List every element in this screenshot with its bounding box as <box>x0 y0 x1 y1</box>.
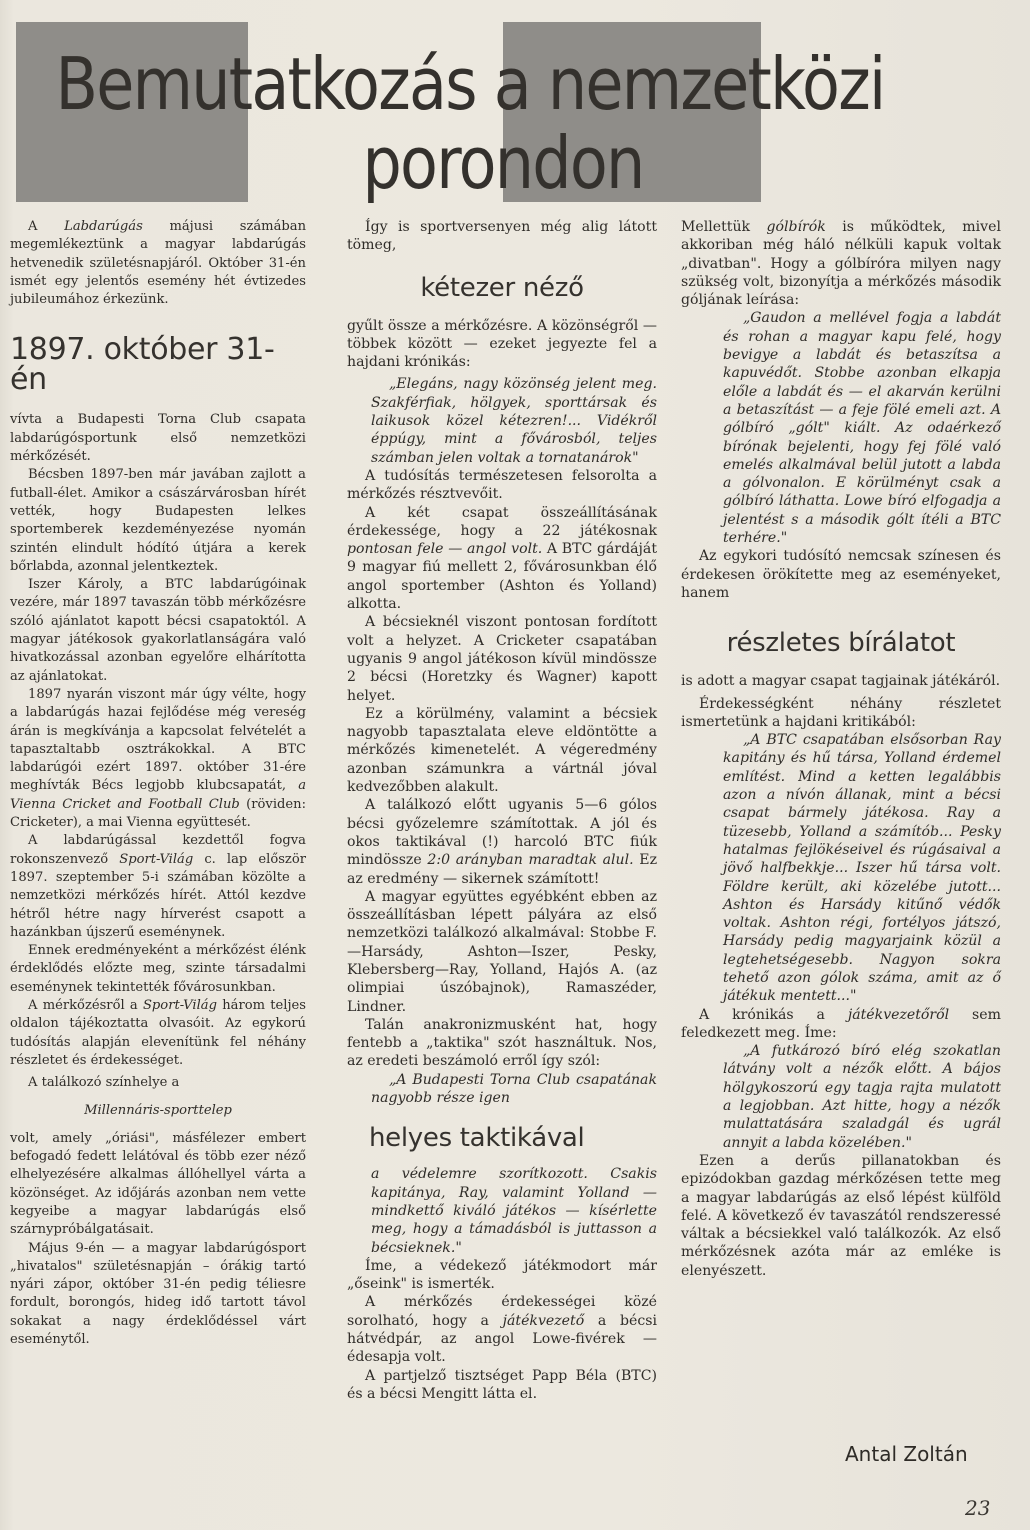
paragraph: A találkozó előtt ugyanis 5—6 gólos bécsi győzelemre számítottak. A jól és okos taktikával (!) harcoló BTC fiúk mindössze 2:0 arányban maradtak alul. Ez az eredmény — sikernek számított! <box>347 797 657 887</box>
paragraph: A mérkőzés érdekességei közé sorolható, hogy a játékvezető a bécsi hátvédpár, az angol Lowe-fivérek — édesapja volt. <box>347 1294 658 1366</box>
paragraph: Ezen a derűs pillanatokban és epizódokban gazdag mérkőzésen tette meg a magyar labdarúgás az első lépést külföld felé. A következő év tavaszától rendszeressé váltak a bécsiekkel való találkozók. Az első mérkőzésnek azóta már az emléke is elenyészett. <box>681 1152 1001 1279</box>
paragraph: A magyar együttes egyébként ebben az összeállításban lépett pályára az első nemzetközi találkozó alkalmával: Stobbe F.—Harsády, Ashton—Iszer, Pesky, Klebersberg—Ray, Yolland, Hajós A. (az olimpiai úszóbajnok), Ramaszéder, Lindner. <box>347 888 657 1015</box>
quote: „A Budapesti Torna Club csapatának nagyobb része igen <box>371 1071 657 1107</box>
paragraph: gyűlt össze a mérkőzésre. A közönségről — többek között — ezeket jegyezte fel a hajdani krónikás: <box>347 317 657 371</box>
paragraph: 1897 nyarán viszont már úgy vélte, hogy a labdarúgás hazai fejlődése még vereség árán is megkívánja a kapcsolat felvételét a tapasztaltabb osztrákokkal. A BTC labdarúgói ezért 1897. október 31-ére meghívták Bécs legjobb klubcsapatát, a Vienna Cricket and Football Club (röviden: Cricketer), a mai Vienna együttesét. <box>10 686 306 831</box>
subheading: 1897. október 31-én <box>10 332 275 398</box>
subheading: kétezer néző <box>420 272 584 303</box>
paragraph: A krónikás a játékvezetőről sem feledkezett meg. Íme: <box>681 1006 1001 1041</box>
quote: „Elegáns, nagy közönség jelent meg. Szakférfiak, hölgyek, sporttársak és laikusok közel kétezren!... Vidékről éppúgy, mint a fővárosból, teljes számban jelen voltak a tornatanárok" <box>371 376 657 466</box>
paragraph: Bécsben 1897-ben már javában zajlott a futball-élet. Amikor a császárvárosban hírét vették, hogy Budapesten lelkes sportemberek kezdeményezése nyomán szintén elindult hódító útjára a kerek bőrlabda, azonnal jelentkeztek. <box>10 467 306 574</box>
subheading: részletes bírálatot <box>726 628 956 659</box>
article-title-line-1: Bemutatkozás a nemzetközi <box>55 42 885 126</box>
paragraph: A találkozó színhelye a <box>28 1075 180 1091</box>
subheading: helyes taktikával <box>369 1123 585 1154</box>
article-title-line-2: porondon <box>362 121 644 205</box>
paragraph: A partjelző tisztséget Papp Béla (BTC) és a bécsi Mengitt látta el. <box>347 1367 657 1402</box>
author-signature: Antal Zoltán <box>845 1442 968 1466</box>
paragraph: Az egykori tudósító nemcsak színesen és érdekesen örökítette meg az eseményeket, hanem <box>681 548 1001 601</box>
paragraph: A bécsieknél viszont pontosan fordított volt a helyzet. A Cricketer csapatában ugyanis 9 angol játékoson kívül mindössze 2 bécsi (Horetzky és Wagner) kapott helyet. <box>347 614 657 704</box>
paragraph: Talán anakronizmusként hat, hogy fentebb a „taktika" szót használtuk. Nos, az eredeti beszámoló erről így szól: <box>347 1016 657 1070</box>
paragraph: Május 9-én — a magyar labdarúgósport „hivatalos" születésnapján – órákig tartó nyári zápor, október 31-én pedig téliesre fordult, borongós, hideg idő tartott távol sokakat a nagy érdeklődéssel várt eseménytől. <box>10 1240 306 1348</box>
paragraph: Mellettük gólbírók is működtek, mivel akkoriban még háló nélküli kapuk voltak „divatban". Hogy a gólbíróra milyen nagy szükség volt, bizonyítja a mérkőzés második góljának leírása: <box>681 219 1001 309</box>
paragraph: Ennek eredményeként a mérkőzést élénk érdeklődés előzte meg, szinte társadalmi eseménynek tekintették fővárosunkban. <box>10 943 306 995</box>
page-number: 23 <box>965 1496 991 1520</box>
paragraph: A labdarúgással kezdettől fogva rokonszenvező Sport-Világ c. lap először 1897. szeptember 5-i számában közölte a nemzetközi mérkőzés hírét. Attól kezdve hétről hétre nagy hírverést csapott a hazánkban újszerű eseménynek. <box>10 833 306 940</box>
paragraph: A Labdarúgás májusi számában megemlékeztünk a magyar labdarúgás hetvenedik születésnapjáról. Október 31-én ismét egy jelentős esemény hét évtizedes jubileumához érkezünk. <box>10 219 307 308</box>
article-column-1 <box>10 218 306 1349</box>
paragraph: Íme, a védekező játékmodort már „őseink" is ismerték. <box>347 1257 657 1293</box>
quote: „A futkározó bíró elég szokatlan látvány volt a nézők előtt. A bájos hölgykoszorú egy tagja rajta mulatott a legjobban. Azt hitte, hogy a nézők mulattatására szaladgál és ugrál annyit a labda közelében." <box>723 1043 1001 1151</box>
paragraph: Érdekességként néhány részletet ismertetünk a hajdani kritikából: <box>681 695 1001 730</box>
paragraph: A két csapat összeállításának érdekessége, hogy a 22 játékosnak pontosan fele — angol volt. A BTC gárdáját 9 magyar fiú mellett 2, fővárosunkban élő angol sportember (Ashton és Yolland) alkotta. <box>347 504 657 613</box>
quote: „Gaudon a mellével fogja a labdát és rohan a magyar kapu felé, hogy bevigye a labdát és betaszítsa a kapuvédőt. Stobbe azonban elkapja előle a labdát és — el akarván kerülni a betaszítást — a feje fölé emeli azt. A gólbíró „gólt" kiált. Az odaérkező bírónak bejelenti, hogy fej fölé való emelés alkalmával belül jutott a labda a gólvonalon. E körülményt csak a gólbíró láthatta. Lowe bíró elfogadja a jelentést s a második gólt ítéli a BTC terhére." <box>723 310 1001 547</box>
paragraph: Iszer Károly, a BTC labdarúgóinak vezére, már 1897 tavaszán több mérkőzésre szóló ajánlatot kapott bécsi csapatoktól. A magyar játékosok gyakorlatlanságára való hivatkozással azonban egyelőre elhárította az ajánlatokat. <box>10 577 306 684</box>
paragraph: vívta a Budapesti Torna Club csapata labdarúgósportunk első nemzetközi mérkőzését. <box>10 412 306 465</box>
paragraph: A tudósítás természetesen felsorolta a mérkőzés résztvevőit. <box>347 467 657 503</box>
quote: a védelemre szorítkozott. Csakis kapitánya, Ray, valamint Yolland — mindkettő kiváló játékos — kísérlette meg, hogy a támadásból is juttasson a bécsieknek." <box>371 1166 657 1256</box>
article-column-2 <box>347 218 657 1403</box>
paragraph: Ez a körülmény, valamint a bécsiek nagyobb tapasztalata eleve eldöntötte a mérkőzés kimenetelét. A végeredmény azonban számunkra a vártnál jóval kedvezőbben alakult. <box>347 705 657 796</box>
paragraph: is adott a magyar csapat tagjainak játékáról. <box>681 673 1001 690</box>
paragraph: Így is sportversenyen még alig látott tömeg, <box>347 219 657 254</box>
article-column-3 <box>681 218 1001 1280</box>
paragraph: A mérkőzésről a Sport-Világ három teljes oldalon tájékoztatta olvasóit. Az egykorú tudósítás alapján elevenítünk fel néhány részletet és érdekességet. <box>10 997 307 1068</box>
paragraph: volt, amely „óriási", másfélezer embert befogadó fedett lelátóval és több ezer néző elhelyezésére alkalmas állóhellyel várta a közönséget. Az időjárás azonban nem vette kegyeibe a magyar labdarúgás első szárnypróbálgatásait. <box>10 1130 306 1238</box>
venue-name: Millennáris-sporttelep <box>84 1103 232 1119</box>
quote: „A BTC csapatában elsősorban Ray kapitány és hű társa, Yolland érdemel említést. Mind a ketten legalábbis azon a nívón állanak, mint a bécsi csapat bármely játékosa. Ray a tüzesebb, Yolland a számítób... Pesky hatalmas fejlökéseivel és rúgásaival a jövő halfbekkje... Iszer hű társa volt. Földre került, aki közelébe jutott... Ashton és Harsády kitűnő védők voltak. Ashton régi, fortélyos játszó, Harsády pedig magyarjaink közül a legtehetségesebb. Nagyon sokra tehető azon gólok száma, amit az ő játékuk mentett..." <box>723 732 1001 1005</box>
